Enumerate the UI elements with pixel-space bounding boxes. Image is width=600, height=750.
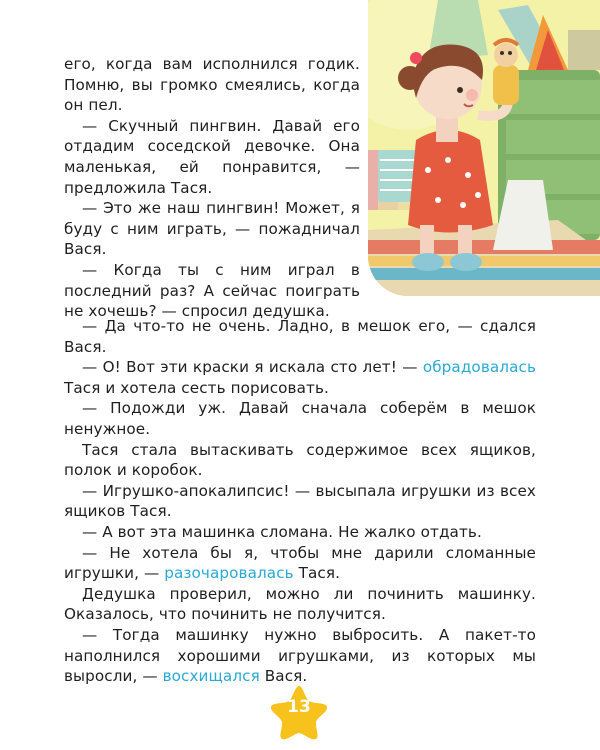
- highlighted-word: разочаровалась: [164, 564, 294, 583]
- page-number: 13: [287, 697, 311, 717]
- text-segment: — Не хотела бы я, чтобы мне дарили сломанные игрушки, —: [64, 543, 536, 583]
- paragraph: — Скучный пингвин. Давай его отдадим соседской девочке. Она маленькая, ей понравится, — предложила Тася.: [64, 116, 360, 197]
- paragraph: — Когда ты с ним играл в последний раз? А сейчас поиграть не хочешь? — спросил дедушка.: [64, 260, 360, 321]
- paragraph: — А вот эта машинка сломана. Не жалко отдать.: [82, 522, 482, 541]
- paragraph: [64, 543, 536, 584]
- text-segment: Тася и хотела сесть порисовать.: [64, 378, 329, 397]
- text-segment: — Тогда машинку нужно выбросить. А пакет-то наполнился хорошими игрушками, из которых мы выросли, —: [64, 625, 536, 686]
- highlighted-word: восхищался: [162, 667, 260, 686]
- highlighted-word: обрадовалась: [422, 358, 536, 377]
- paragraph: Дедушка проверил, можно ли починить машинку. Оказалось, что починить не получится.: [64, 584, 536, 624]
- text-segment: Тася.: [293, 564, 341, 583]
- text-segment: Вася.: [259, 667, 308, 686]
- illustration: [368, 0, 600, 296]
- paragraph: — Это же наш пингвин! Может, я буду с ним играть, — пожадничал Вася.: [64, 199, 360, 259]
- text-segment: — О! Вот эти краски я искала сто лет! —: [82, 358, 423, 377]
- paragraph: [64, 357, 536, 398]
- girl-with-doll-icon: [368, 0, 600, 296]
- paragraph: — Подожди уж. Давай сначала соберём в мешок ненужное.: [64, 399, 536, 438]
- paragraph: [64, 625, 536, 687]
- text-column-bottom: [64, 316, 536, 687]
- text-column-top: [64, 54, 360, 322]
- paragraph: — Игрушко-апокалипсис! — высыпала игрушки из всех ящиков Тася.: [64, 481, 536, 521]
- paragraph: — Да что-то не очень. Ладно, в мешок его, — сдался Вася.: [64, 317, 536, 356]
- paragraph: Тася стала вытаскивать содержимое всех ящиков, полок и коробок.: [64, 440, 536, 480]
- paragraph: его, когда вам исполнился годик. Помню, вы громко смеялись, когда он пел.: [64, 55, 360, 115]
